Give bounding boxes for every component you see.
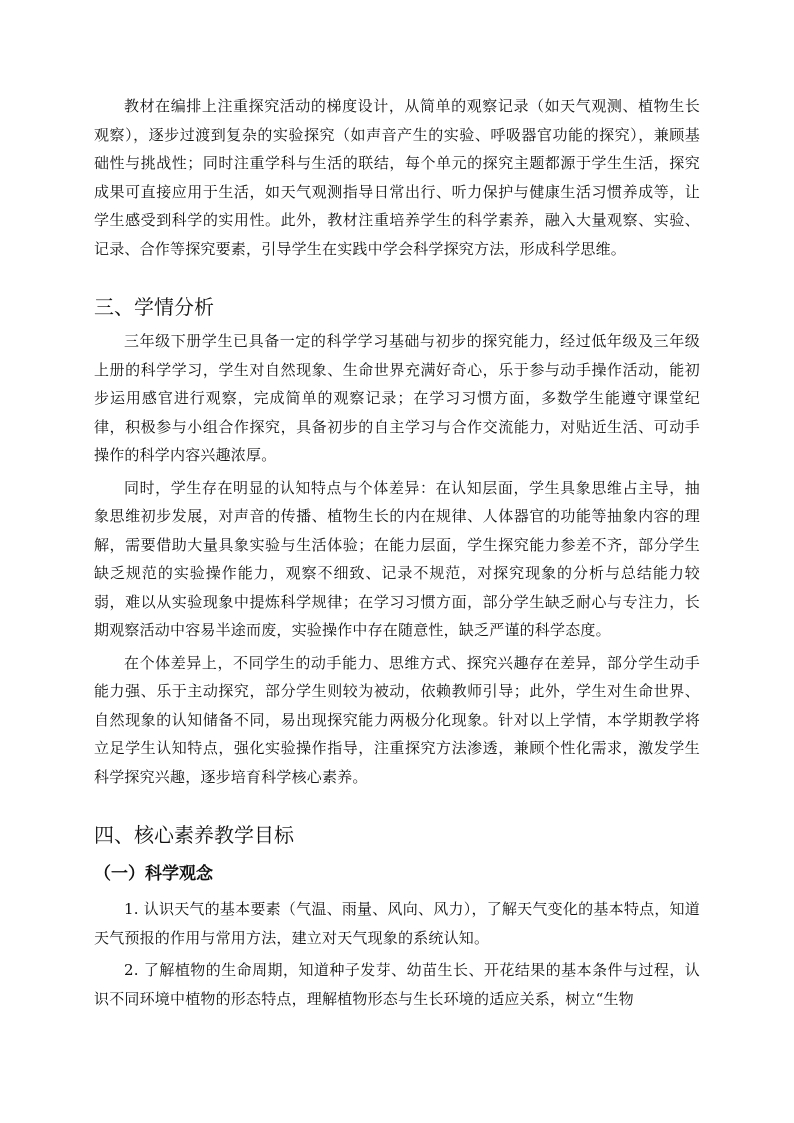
section-heading-student-analysis: 三、学情分析 [94,295,214,319]
intro-paragraph: 教材在编排上注重探究活动的梯度设计，从简单的观察记录（如天气观测、植物生长观察），逐步过渡到复杂的实验探究（如声音产生的实验、呼吸器官功能的探究），兼顾基础性与挑战性；同时注重学科与生活的联结，每个单元的探究主题都源于学生生活，探究成果可直接应用于生活，如天气观测指导日常出行、听力保护与健康生活习惯养成等，让学生感受到科学的实用性。此外，教材注重培养学生的科学素养，融入大量观察、实验、记录、合作等探究要素，引导学生在实践中学会科学探究方法，形成科学思维。 [94,97,700,258]
student-analysis-paragraph-1: 三年级下册学生已具备一定的科学学习基础与初步的探究能力，经过低年级及三年级上册的科学学习，学生对自然现象、生命世界充满好奇心，乐于参与动手操作活动，能初步运用感官进行观察，完成简单的观察记录；在学习习惯方面，多数学生能遵守课堂纪律，积极参与小组合作探究，具备初步的自主学习与合作交流能力，对贴近生活、可动手操作的科学内容兴趣浓厚。 [94,332,700,464]
student-analysis-paragraph-2: 同时，学生存在明显的认知特点与个体差异：在认知层面，学生具象思维占主导，抽象思维初步发展，对声音的传播、植物生长的内在规律、人体器官的功能等抽象内容的理解，需要借助大量具象实验与生活体验；在能力层面，学生探究能力参差不齐，部分学生缺乏规范的实验操作能力，观察不细致、记录不规范，对探究现象的分析与总结能力较弱，难以从实验现象中提炼科学规律；在学习习惯方面，部分学生缺乏耐心与专注力，长期观察活动中容易半途而废，实验操作中存在随意性，缺乏严谨的科学态度。 [94,478,700,639]
student-analysis-paragraph-3: 在个体差异上，不同学生的动手能力、思维方式、探究兴趣存在差异，部分学生动手能力强、乐于主动探究，部分学生则较为被动，依赖教师引导；此外，学生对生命世界、自然现象的认知储备不同，易出现探究能力两极分化现象。针对以上学情，本学期教学将立足学生认知特点，强化实验操作指导，注重探究方法渗透，兼顾个性化需求，激发学生科学探究兴趣，逐步培育科学核心素养。 [94,653,700,786]
subsection-heading-scientific-concepts: （一）科学观念 [94,864,213,884]
goal-item-2: 2. 了解植物的生命周期，知道种子发芽、幼苗生长、开花结果的基本条件与过程，认识不同环境中植物的形态特点，理解植物形态与生长环境的适应关系，树立“生物 [94,961,700,1008]
goal-item-1: 1. 认识天气的基本要素（气温、雨量、风向、风力），了解天气变化的基本特点，知道天气预报的作用与常用方法，建立对天气现象的系统认知。 [94,900,700,947]
document-body [94,92,700,1013]
section-heading-core-literacy-goals: 四、核心素养教学目标 [94,823,294,847]
